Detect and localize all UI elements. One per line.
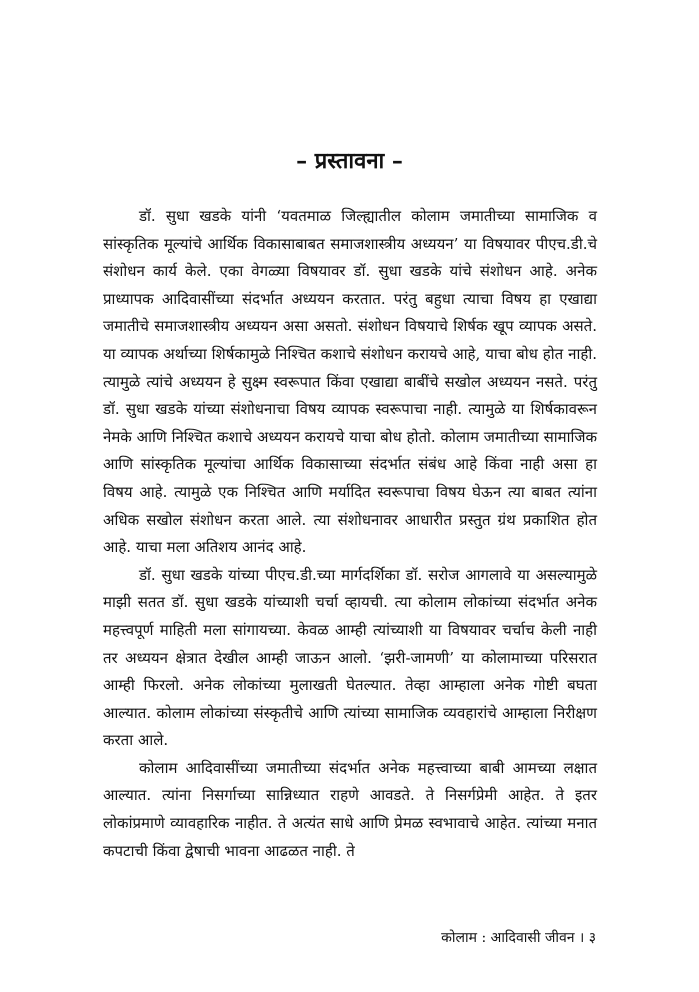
page-footer: कोलाम : आदिवासी जीवन । ३ bbox=[441, 930, 596, 946]
page-title: – प्रस्तावना – bbox=[296, 148, 403, 174]
body-text bbox=[103, 203, 597, 865]
paragraph-1: डॉ. सुधा खडके यांनी ‘यवतमाळ जिल्ह्यातील कोलाम जमातीच्या सामाजिक व सांस्कृतिक मूल्यांचे आर्थिक विकासाबाबत समाजशास्त्रीय अध्ययन’ या विषयावर पीएच.डी.चे संशोधन कार्य केले. एका वेगळ्या विषयावर डॉ. सुधा खडके यांचे संशोधन आहे. अनेक प्राध्यापक आदिवासींच्या संदर्भात अध्ययन करतात. परंतु बहुधा त्याचा विषय हा एखाद्या जमातीचे समाजशास्त्रीय अध्ययन असा असतो. संशोधन विषयाचे शिर्षक खूप व्यापक असते. या व्यापक अर्थाच्या शिर्षकामुळे निश्चित कशाचे संशोधन करायचे आहे, याचा बोध होत नाही. त्यामुळे त्यांचे अध्ययन हे सुक्ष्म स्वरूपात किंवा एखाद्या बाबींचे सखोल अध्ययन नसते. परंतु डॉ. सुधा खडके यांच्या संशोधनाचा विषय व्यापक स्वरूपाचा नाही. त्यामुळे या शिर्षकावरून नेमके आणि निश्चित कशाचे अध्ययन करायचे याचा बोध होतो. कोलाम जमातीच्या सामाजिक आणि सांस्कृतिक मूल्यांचा आर्थिक विकासाच्या संदर्भात संबंध आहे किंवा नाही असा हा विषय आहे. त्यामुळे एक निश्चित आणि मर्यादित स्वरूपाचा विषय घेऊन त्या बाबत त्यांना अधिक सखोल संशोधन करता आले. त्या संशोधनावर आधारीत प्रस्तुत ग्रंथ प्रकाशित होत आहे. याचा मला अतिशय आनंद आहे. bbox=[103, 207, 597, 557]
paragraph-2: डॉ. सुधा खडके यांच्या पीएच.डी.च्या मार्गदर्शिका डॉ. सरोज आगलावे या असल्यामुळे माझी सतत डॉ. सुधा खडके यांच्याशी चर्चा व्हायची. त्या कोलाम लोकांच्या संदर्भात अनेक महत्त्वपूर्ण माहिती मला सांगायच्या. केवळ आम्ही त्यांच्याशी या विषयावर चर्चाच केली नाही तर अध्ययन क्षेत्रात देखील आम्ही जाऊन आलो. ‘झरी-जामणी’ या कोलामाच्या परिसरात आम्ही फिरलो. अनेक लोकांच्या मुलाखती घेतल्यात. तेव्हा आम्हाला अनेक गोष्टी बघता आल्यात. कोलाम लोकांच्या संस्कृतीचे आणि त्यांच्या सामाजिक व्यवहारांचे आम्हाला निरीक्षण करता आले. bbox=[103, 565, 597, 750]
paragraph-3: कोलाम आदिवासींच्या जमातीच्या संदर्भात अनेक महत्त्वाच्या बाबी आमच्या लक्षात आल्यात. त्यांना निसर्गाच्या सान्निध्यात राहणे आवडते. ते निसर्गप्रेमी आहेत. ते इतर लोकांप्रमाणे व्यावहारिक नाहीत. ते अत्यंत साधे आणि प्रेमळ स्वभावाचे आहेत. त्यांच्या मनात कपटाची किंवा द्वेषाची भावना आढळत नाही. ते bbox=[103, 758, 597, 860]
